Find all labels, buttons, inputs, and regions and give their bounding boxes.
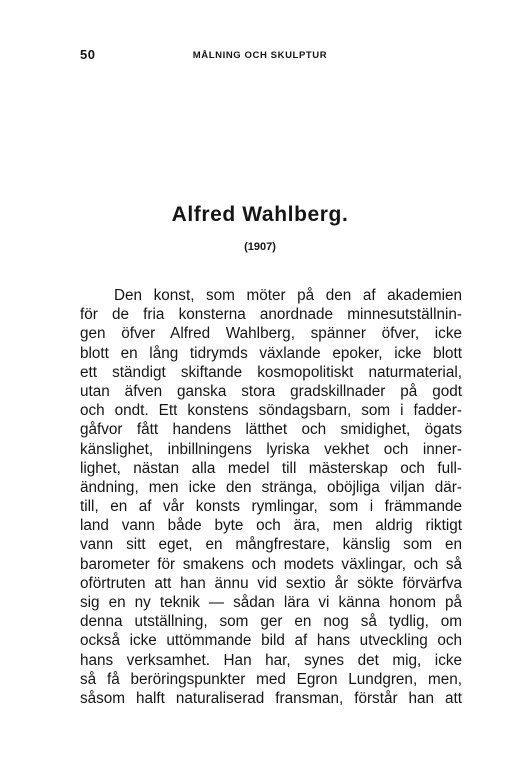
- text-line: lighet, nästan alla medel till mästerskap och full-: [80, 459, 462, 477]
- text-line: vann sitt eget, en mångfrestare, känslig som en: [80, 536, 462, 554]
- text-line: blott en lång tidrymds växlande epoker, icke blott: [80, 344, 462, 362]
- text-line: sig en ny teknik — sådan lära vi känna honom på: [80, 594, 462, 611]
- body-paragraph: [80, 286, 462, 708]
- running-head: MÅLNING OCH SKULPTUR: [192, 50, 328, 61]
- article-title: Alfred Wahlberg.: [171, 203, 349, 226]
- text-line: ändning, men icke den stränga, oböjliga viljan där-: [80, 478, 462, 496]
- text-line: såsom halft naturaliserad fransman, förstår han att: [80, 689, 462, 707]
- text-line: känslighet, inbillningens lyriska vekhet och inner-: [80, 440, 462, 458]
- text-line: hans verksamhet. Han har, synes det mig, icke: [80, 651, 462, 669]
- text-line: också icke uttömmande bild af hans utveckling och: [80, 632, 462, 650]
- text-line: för de fria konsterna anordnade minnesutställnin-: [80, 306, 462, 324]
- text-line: land vann både byte och ära, men aldrig riktigt: [80, 517, 462, 535]
- article-year: (1907): [244, 241, 276, 253]
- text-line: oförtruten att han ännu vid sextio år sökte förvärfva: [80, 574, 462, 592]
- text-line: gen öfver Alfred Wahlberg, spänner öfver, icke: [80, 325, 462, 343]
- text-line: denna utställning, som ger en nog så tydlig, om: [80, 613, 462, 631]
- text-line: barometer för smakens och modets växlingar, och så: [80, 555, 462, 573]
- text-line: Den konst, som möter på den af akademien: [114, 287, 462, 304]
- page-number: 50: [80, 47, 96, 62]
- text-line: utan äfven ganska stora gradskillnader på godt: [80, 382, 462, 400]
- text-line: ett ständigt skiftande kosmopolitiskt naturmaterial,: [80, 363, 462, 381]
- text-line: gåfvor fått handens lätthet och smidighet, ögats: [80, 421, 462, 439]
- text-line: och ondt. Ett konstens söndagsbarn, som i fadder-: [80, 402, 462, 420]
- text-line: till, en af vår konsts rymlingar, som i främmande: [80, 498, 462, 516]
- text-line: så få beröringspunkter med Egron Lundgren, men,: [80, 670, 462, 688]
